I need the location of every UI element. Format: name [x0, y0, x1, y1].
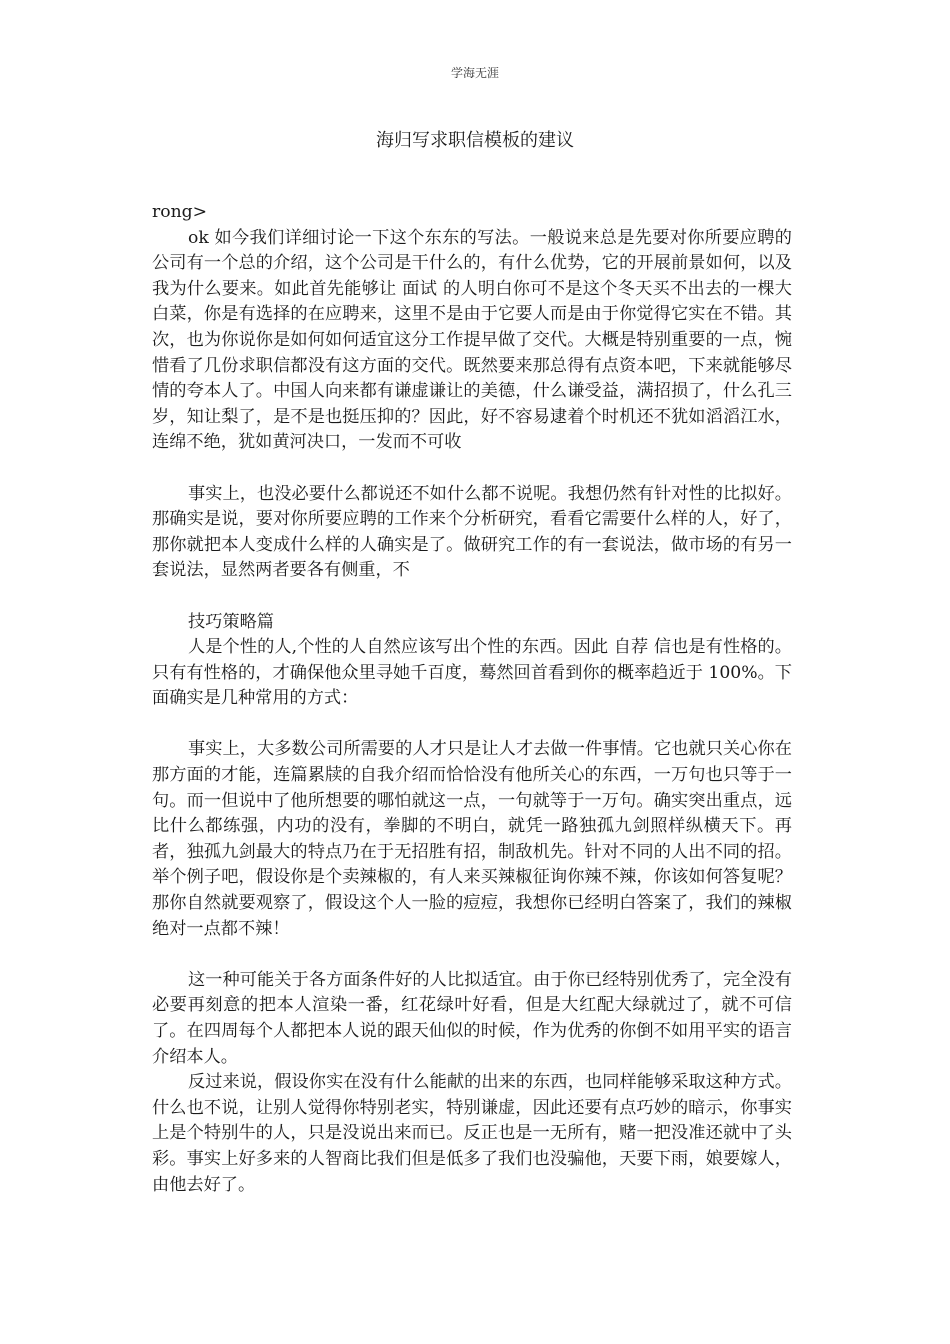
document-body [152, 200, 792, 1198]
paragraph-6: 反过来说，假设你实在没有什么能献的出来的东西，也同样能够采取这种方式。什么也不说，让别人觉得你特别老实，特别谦虚，因此还要有点巧妙的暗示，你事实上是个特别牛的人，只是没说出来而已。反正也是一无所有，赌一把没准还就中了头彩。事实上好多来的人智商比我们但是低多了我们也没骗他，天要下雨，娘要嫁人，由他去好了。 [152, 1072, 792, 1195]
paragraph-4: 事实上，大多数公司所需要的人才只是让人才去做一件事情。它也就只关心你在那方面的才能，连篇累牍的自我介绍而恰恰没有他所关心的东西，一万句也只等于一句。而一但说中了他所想要的哪怕就这一点，一句就等于一万句。确实突出重点，远比什么都练强，内功的没有，拳脚的不明白，就凭一路独孤九剑照样纵横天下。再者，独孤九剑最大的特点乃在于无招胜有招，制敌机先。针对不同的人出不同的招。举个例子吧，假设你是个卖辣椒的，有人来买辣椒征询你辣不辣，你该如何答复呢？那你自然就要观察了，假设这个人一脸的痘痘，我想你已经明白答案了，我们的辣椒绝对一点都不辣！ [152, 739, 792, 939]
document-title: 海归写求职信模板的建议 [376, 130, 574, 151]
lead-line: rong> [152, 202, 208, 222]
paragraph-3: 人是个性的人,个性的人自然应该写出个性的东西。因此 自荐 信也是有性格的。只有有性格的，才确保他众里寻她千百度，蓦然回首看到你的概率趋近于 100%。下面确实是几种常用的方式： [152, 637, 792, 709]
paragraph-2: 事实上，也没必要什么都说还不如什么都不说呢。我想仍然有针对性的比拟好。那确实是说，要对你所要应聘的工作来个分析研究，看看它需要什么样的人，好了，那你就把本人变成什么样的人确实是了。做研究工作的有一套说法，做市场的有另一套说法，显然两者要各有侧重，不 [152, 483, 792, 581]
page-header: 学海无涯 [450, 66, 499, 80]
paragraph-5: 这一种可能关于各方面条件好的人比拟适宜。由于你已经特别优秀了，完全没有必要再刻意的把本人渲染一番，红花绿叶好看，但是大红配大绿就过了，就不可信了。在四周每个人都把本人说的跟天仙似的时候，作为优秀的你倒不如用平实的语言介绍本人。 [152, 969, 792, 1067]
paragraph-1: ok 如今我们详细讨论一下这个东东的写法。一般说来总是先要对你所要应聘的公司有一个总的介绍，这个公司是干什么的，有什么优势，它的开展前景如何，以及我为什么要来。如此首先能够让 面试 的人明白你可不是这个冬天买不出去的一棵大白菜，你是有选择的在应聘来，这里不是由于它要人而是由于你觉得它实在不错。其次，也为你说你是如何如何适宜这分工作提早做了交代。大概是特别重要的一点，惋惜看了几份求职信都没有这方面的交代。既然要来那总得有点资本吧，下来就能够尽情的夸本人了。中国人向来都有谦虚谦让的美德，什么谦受益，满招损了，什么孔三岁，知让梨了，是不是也挺压抑的？因此，好不容易逮着个时机还不犹如滔滔江水，连绵不绝，犹如黄河决口，一发而不可收 [152, 227, 792, 453]
section-heading: 技巧策略篇 [188, 611, 274, 632]
